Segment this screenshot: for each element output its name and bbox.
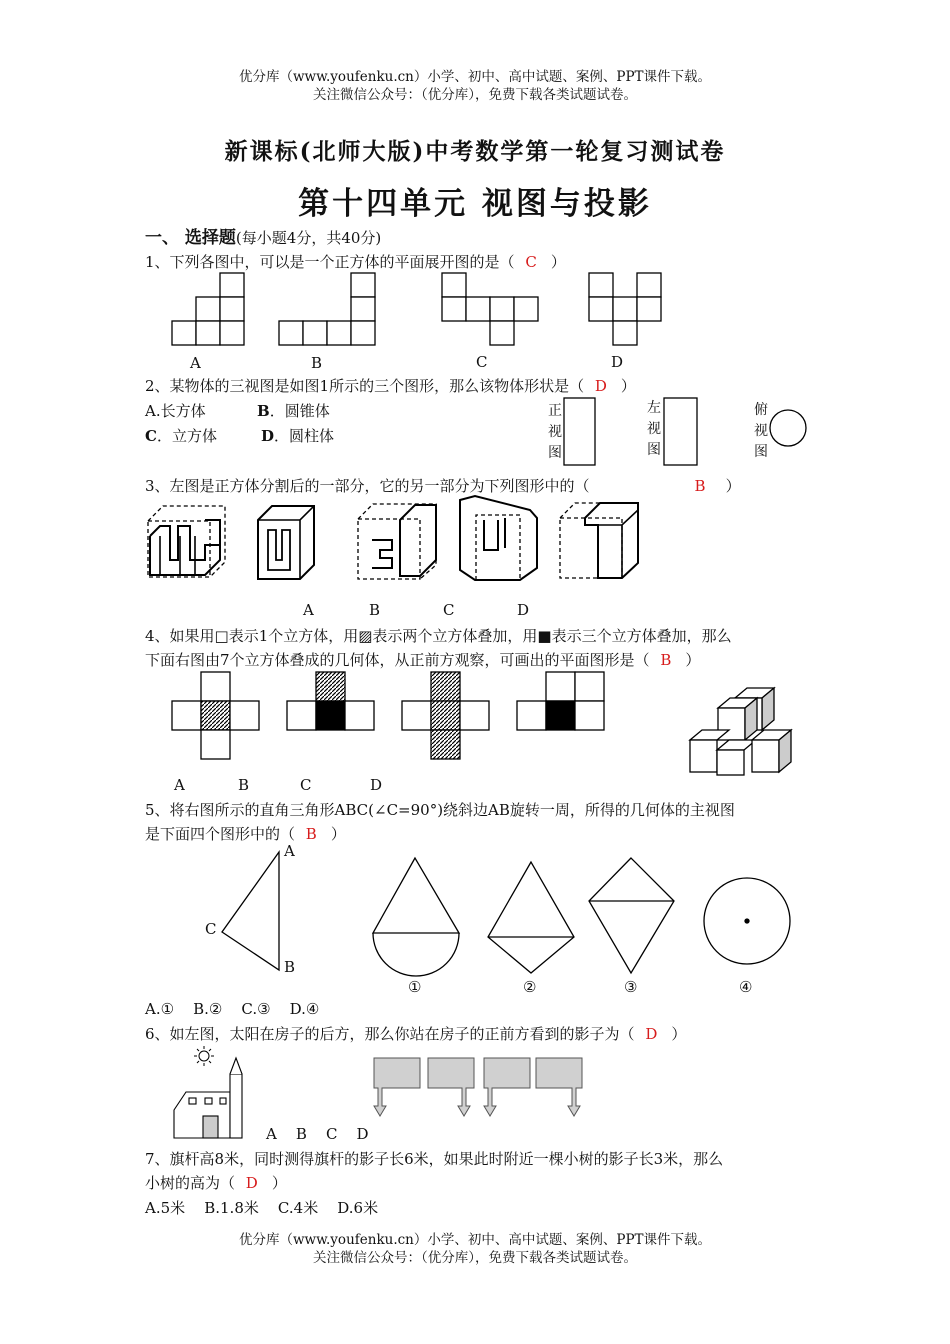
- q3-option-b: B: [369, 601, 381, 619]
- q6-answer: D: [645, 1025, 658, 1043]
- q7-text: 小树的高为（: [145, 1174, 236, 1192]
- q2-option-b-text: ．圆锥体: [269, 402, 330, 420]
- q1-close: ）: [550, 253, 566, 271]
- q6-options: A B C D: [266, 1125, 369, 1143]
- unit-title: 第十四单元 视图与投影: [298, 186, 652, 222]
- q2-option-c-key: C: [145, 427, 157, 445]
- q2-option-c-text: ．立方体: [156, 427, 217, 445]
- q1-option-a: A: [190, 354, 201, 372]
- q4-option-b: B: [238, 776, 250, 794]
- house-icon: [174, 1058, 242, 1138]
- footer-line-1: 优分库（www.youfenku.cn）小学、初中、高中试题、案例、PPT课件下载。: [238, 1232, 712, 1248]
- q3-option-a: A: [303, 601, 314, 619]
- footer-line-2: 关注微信公众号：（优分库），免费下载各类试题试卷。: [313, 1250, 637, 1266]
- q5-answer: B: [305, 825, 317, 843]
- q2-option-d-text: ．圆柱体: [274, 427, 335, 445]
- exam-title: 新课标(北师大版)中考数学第一轮复习测试卷: [224, 138, 726, 165]
- q4-option-c: C: [300, 776, 312, 794]
- q2-option-a: A.长方体: [145, 402, 206, 420]
- q3-answer: B: [694, 477, 706, 495]
- q2-front-view-label: 正视图: [548, 403, 562, 461]
- q5-close: ）: [330, 825, 346, 843]
- q5-figure-4-number: ④: [739, 978, 753, 996]
- q7-options: A.5米 B.1.8米 C.4米 D.6米: [145, 1199, 379, 1217]
- q3-option-d: D: [517, 601, 530, 619]
- q5-line-1: 5、将右图所示的直角三角形ABC(∠C=90°)绕斜边AB旋转一周，所得的几何体的主视图: [145, 801, 735, 819]
- header-line-2: 关注微信公众号：（优分库），免费下载各类试题试卷。: [313, 87, 637, 103]
- q1-option-c: C: [476, 353, 488, 371]
- q6-close: ）: [671, 1025, 687, 1043]
- q4-close: ）: [685, 651, 701, 669]
- q3-option-c: C: [443, 601, 455, 619]
- q3-text: 3、左图是正方体分割后的一部分，它的另一部分为下列图形中的（: [145, 477, 590, 495]
- q6-shadow-d: [536, 1058, 582, 1116]
- q2-left-view-label: 左视图: [647, 400, 661, 458]
- q1-option-b: B: [311, 354, 323, 372]
- q4-text: 下面右图由7个立方体叠成的几何体，从正前方观察，可画出的平面图形是（: [145, 651, 650, 669]
- q5-figure-1-number: ①: [408, 978, 422, 996]
- q1-text: 1、下列各图中，可以是一个正方体的平面展开图的是（: [145, 253, 515, 271]
- q7-line-1: 7、旗杆高8米，同时测得旗杆的影子长6米，如果此时附近一棵小树的影子长3米，那么: [145, 1150, 724, 1168]
- q5-figure-3-number: ③: [624, 978, 638, 996]
- q6-shadow-a: [374, 1058, 420, 1116]
- q6-shadow-c: [484, 1058, 530, 1116]
- q1-answer: C: [525, 253, 537, 271]
- q5-vertex-a: A: [284, 842, 295, 860]
- section-title: 一、 选择题: [145, 228, 236, 248]
- q4-line-1: 4、如果用□表示1个立方体，用▨表示两个立方体叠加，用■表示三个立方体叠加，那么: [145, 627, 732, 645]
- sun-icon: [194, 1046, 214, 1066]
- q2-close: ）: [620, 377, 636, 395]
- q6-text: 6、如左图，太阳在房子的后方，那么你站在房子的正前方看到的影子为（: [145, 1025, 635, 1043]
- q4-answer: B: [660, 651, 672, 669]
- q5-vertex-c: C: [205, 920, 217, 938]
- header-line-1: 优分库（www.youfenku.cn）小学、初中、高中试题、案例、PPT课件下载。: [238, 69, 712, 85]
- q4-option-d: D: [370, 776, 383, 794]
- q1-option-d: D: [611, 353, 624, 371]
- q2-top-view-label: 俯视图: [754, 402, 768, 460]
- q3-close: ）: [725, 477, 741, 495]
- q2-option-b-key: B: [257, 402, 270, 420]
- q7-line-2: [145, 1173, 287, 1193]
- q7-answer: D: [245, 1174, 258, 1192]
- q5-text: 是下面四个图形中的（: [145, 825, 296, 843]
- q7-close: ）: [271, 1174, 287, 1192]
- q5-figure-2-number: ②: [523, 978, 537, 996]
- q4-option-a: A: [174, 776, 185, 794]
- q2-answer: D: [594, 377, 607, 395]
- q6-shadow-b: [428, 1058, 474, 1116]
- q2-option-d-key: D: [261, 427, 275, 445]
- q2-text: 2、某物体的三视图是如图1所示的三个图形，那么该物体形状是（: [145, 377, 585, 395]
- section-note: (每小题4分，共40分): [235, 229, 382, 247]
- q5-options: A.① B.② C.③ D.④: [145, 1000, 320, 1018]
- q5-vertex-b: B: [284, 958, 296, 976]
